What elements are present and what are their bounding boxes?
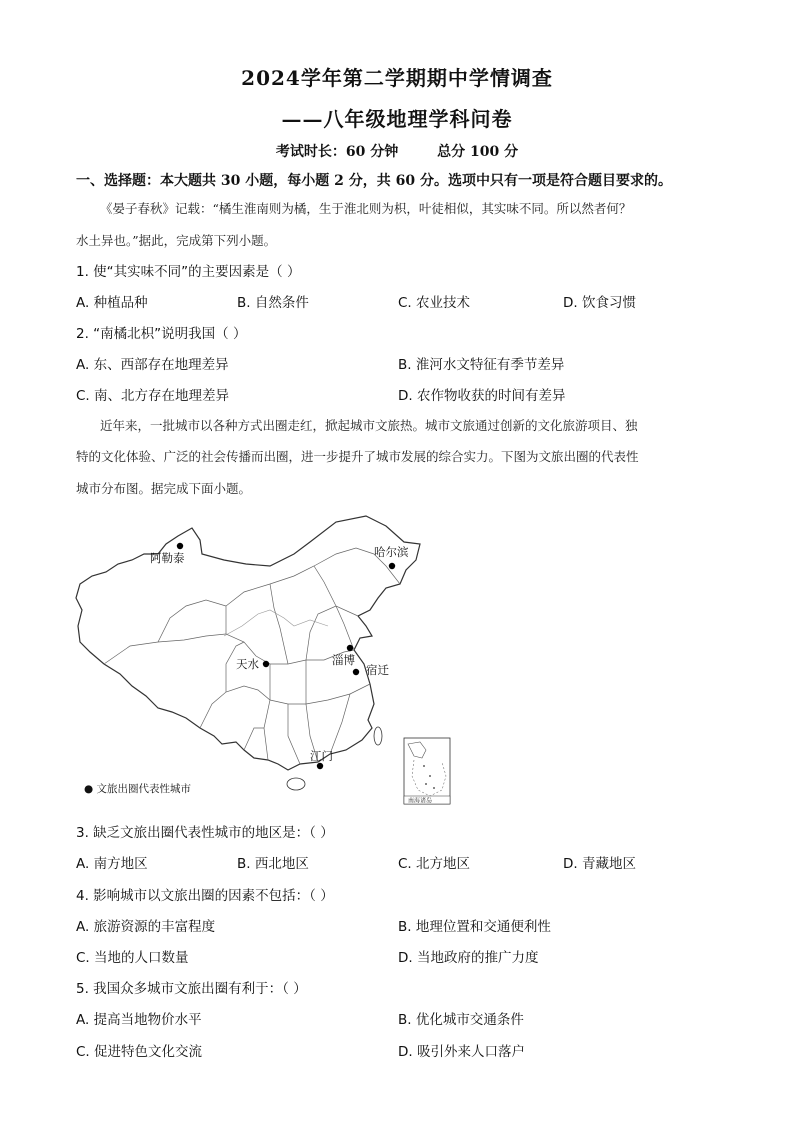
taiwan-island (374, 727, 382, 745)
passage2-line3: 城市分布图。据完成下面小题。 (76, 481, 252, 496)
inset-label: 南海诸岛 (408, 797, 433, 805)
question-4-option-d[interactable]: D. 当地政府的推广力度 (398, 950, 539, 966)
city-label-harbin: 哈尔滨 (374, 545, 409, 559)
exam-title: 2024学年第二学期期中学情调查 (241, 66, 553, 90)
question-3-stem: 3. 缺乏文旅出圈代表性城市的地区是：（ ） (76, 825, 334, 841)
city-marker (389, 563, 395, 569)
question-5-stem: 5. 我国众多城市文旅出圈有利于：（ ） (76, 981, 307, 997)
hainan-island (287, 778, 305, 790)
question-1-option-b[interactable]: B. 自然条件 (237, 295, 309, 311)
passage2-line2: 特的文化体验、广泛的社会传播而出圈，进一步提升了城市发展的综合实力。下图为文旅出圈的代表性 (76, 449, 639, 464)
city-marker (353, 669, 359, 675)
question-3-option-b[interactable]: B. 西北地区 (237, 856, 309, 872)
exam-info (0, 141, 794, 161)
question-5-option-a[interactable]: A. 提高当地物价水平 (76, 1012, 202, 1028)
question-5-option-c[interactable]: C. 促进特色文化交流 (76, 1044, 203, 1060)
question-4-option-c[interactable]: C. 当地的人口数量 (76, 950, 189, 966)
china-city-distribution-map (74, 514, 464, 808)
total-score: 总分 100 分 (437, 144, 519, 160)
question-2-option-b[interactable]: B. 淮河水文特征有季节差异 (398, 357, 565, 373)
city-label-suqian: 宿迁 (366, 663, 389, 677)
section-heading: 一、选择题：本大题共 30 小题，每小题 2 分，共 60 分。选项中只有一项是符合题目要求的。 (76, 173, 672, 189)
question-1-option-c[interactable]: C. 农业技术 (398, 295, 471, 311)
question-1-option-d[interactable]: D. 饮食习惯 (563, 295, 636, 311)
question-1-option-a[interactable]: A. 种植品种 (76, 295, 148, 311)
city-label-tianshui: 天水 (236, 657, 259, 671)
exam-subtitle: ——八年级地理学科问卷 (281, 107, 513, 131)
question-2-option-d[interactable]: D. 农作物收获的时间有差异 (398, 388, 566, 404)
city-label-altay: 阿勒泰 (150, 551, 185, 565)
map-legend: ● 文旅出圈代表性城市 (84, 783, 191, 795)
city-marker (263, 661, 269, 667)
question-1-stem: 1. 使“其实味不同”的主要因素是（ ） (76, 264, 301, 280)
question-3-option-c[interactable]: C. 北方地区 (398, 856, 471, 872)
passage1-line1: 《晏子春秋》记载：“橘生淮南则为橘，生于淮北则为枳，叶徒相似，其实味不同。所以然者何？ (100, 201, 632, 216)
city-marker (317, 763, 323, 769)
question-2-option-c[interactable]: C. 南、北方存在地理差异 (76, 388, 230, 404)
question-5-option-b[interactable]: B. 优化城市交通条件 (398, 1012, 524, 1028)
question-2-option-a[interactable]: A. 东、西部存在地理差异 (76, 357, 229, 373)
city-marker (177, 543, 183, 549)
passage2-line1: 近年来，一批城市以各种方式出圈走红，掀起城市文旅热。城市文旅通过创新的文化旅游项目、独 (100, 418, 638, 433)
question-4-stem: 4. 影响城市以文旅出圈的因素不包括：（ ） (76, 888, 334, 904)
question-4-option-a[interactable]: A. 旅游资源的丰富程度 (76, 919, 216, 935)
city-label-jiangmen: 江门 (310, 749, 333, 763)
china-outline (76, 516, 420, 770)
question-3-option-a[interactable]: A. 南方地区 (76, 856, 148, 872)
map-svg (74, 514, 464, 808)
question-3-option-d[interactable]: D. 青藏地区 (563, 856, 636, 872)
south-china-sea-inset (404, 738, 450, 805)
exam-time: 考试时长：60 分钟 (275, 144, 399, 160)
city-marker (347, 645, 353, 651)
question-2-stem: 2. “南橘北枳”说明我国（ ） (76, 326, 247, 342)
city-jiangmen (310, 749, 333, 769)
question-4-option-b[interactable]: B. 地理位置和交通便利性 (398, 919, 551, 935)
passage1-line2: 水土异也。”据此，完成第下列小题。 (76, 233, 277, 248)
city-label-zibo: 淄博 (332, 653, 355, 667)
question-5-option-d[interactable]: D. 吸引外来人口落户 (398, 1044, 525, 1060)
